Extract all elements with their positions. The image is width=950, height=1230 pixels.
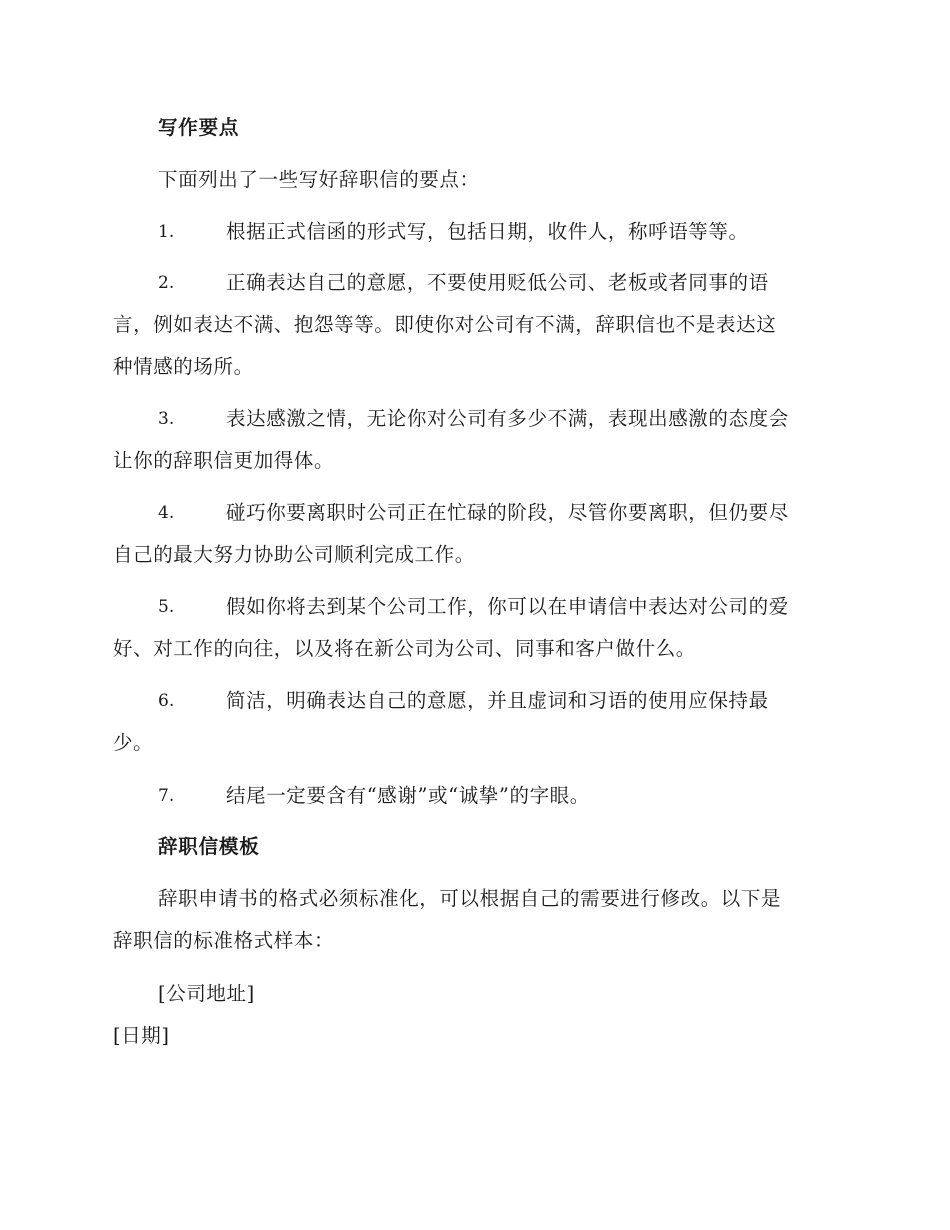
list-item-number: 7. (158, 786, 175, 806)
list-item-number: 4. (158, 503, 175, 523)
list-item-text: 结尾一定要含有“感谢”或“诚挚”的字眼。 (226, 784, 590, 807)
list-item-text: 表达感激之情，无论你对公司有多少不满，表现出感激的态度会 (226, 407, 789, 430)
section-heading-writing-points: 写作要点 (158, 116, 240, 139)
list-item-text-continued: 种情感的场所。 (113, 355, 254, 378)
list-item-number: 6. (158, 691, 175, 711)
list-item-number: 1. (158, 222, 175, 242)
list-item-text: 假如你将去到某个公司工作，你可以在申请信中表达对公司的爱 (226, 595, 789, 618)
section-heading-template: 辞职信模板 (158, 835, 260, 858)
template-intro-paragraph: 辞职申请书的格式必须标准化，可以根据自己的需要进行修改。以下是 (158, 887, 782, 910)
list-item-number: 5. (158, 597, 175, 617)
list-item-text-continued: 自己的最大努力协助公司顺利完成工作。 (113, 543, 475, 566)
list-item-number: 3. (158, 409, 175, 429)
list-item-text-continued: 让你的辞职信更加得体。 (113, 449, 335, 472)
list-item-number: 2. (158, 273, 175, 293)
list-item-text-continued: 少。 (113, 731, 154, 754)
list-item-text: 碰巧你要离职时公司正在忙碌的阶段，尽管你要离职，但仍要尽 (226, 501, 789, 524)
list-item-text: 根据正式信函的形式写，包括日期，收件人，称呼语等等。 (226, 220, 749, 243)
intro-paragraph: 下面列出了一些写好辞职信的要点： (158, 168, 480, 191)
list-item-text-continued: 好、对工作的向往，以及将在新公司为公司、同事和客户做什么。 (113, 637, 696, 660)
list-item-text: 简洁，明确表达自己的意愿，并且虚词和习语的使用应保持最 (226, 689, 769, 712)
list-item-text: 正确表达自己的意愿，不要使用贬低公司、老板或者同事的语 (226, 271, 769, 294)
template-intro-paragraph-continued: 辞职信的标准格式样本： (113, 929, 335, 952)
company-address-placeholder: [公司地址] (158, 982, 255, 1005)
list-item-text-continued: 言，例如表达不满、抱怨等等。即使你对公司有不满，辞职信也不是表达这 (113, 313, 777, 336)
date-placeholder: [日期] (113, 1024, 170, 1047)
